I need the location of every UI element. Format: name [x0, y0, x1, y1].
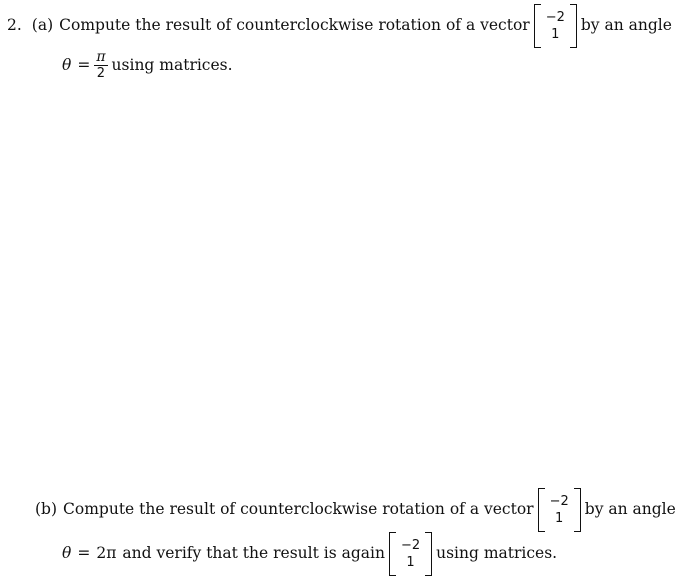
- part-b-vector-again: [389, 532, 432, 576]
- part-a-text-2: by an angle: [580, 16, 672, 35]
- problem-number: 2.: [7, 16, 22, 35]
- right-bracket: [425, 532, 432, 576]
- left-bracket: [538, 488, 545, 532]
- part-a-text-1: Compute the result of counterclockwise rotation of a vector: [59, 16, 530, 35]
- part-b-line-2: [62, 532, 557, 576]
- vector-entry-2: 1: [406, 555, 415, 570]
- left-bracket: [534, 4, 541, 48]
- part-b-equals: =: [77, 544, 91, 563]
- vector-entry-1: −2: [549, 494, 569, 509]
- part-a-label: (a): [31, 16, 54, 35]
- part-a-line-1: [7, 4, 672, 48]
- part-b-label: (b): [35, 500, 58, 519]
- part-b-angle: 2π: [96, 544, 117, 563]
- part-b-vector: [538, 488, 581, 532]
- vector-entries: [396, 532, 425, 576]
- right-bracket: [574, 488, 581, 532]
- part-a-theta: θ: [62, 56, 72, 75]
- vector-entry-1: −2: [545, 10, 565, 25]
- part-a-text-3: using matrices.: [111, 56, 233, 75]
- fraction-numerator: π: [96, 49, 106, 65]
- fraction-denominator: 2: [96, 66, 106, 81]
- part-b-text-1: Compute the result of counterclockwise rotation of a vector: [63, 500, 534, 519]
- part-a-angle-fraction: [94, 50, 107, 82]
- vector-entry-1: −2: [400, 538, 421, 553]
- part-b-text-3: and verify that the result is again: [122, 544, 385, 563]
- part-b-theta: θ: [62, 544, 72, 563]
- vector-entry-2: 1: [551, 27, 560, 42]
- vector-entry-2: 1: [555, 511, 564, 526]
- part-a-line-2: [62, 49, 233, 83]
- right-bracket: [570, 4, 577, 48]
- part-a-vector: [534, 4, 577, 48]
- vector-entries: [545, 488, 574, 532]
- part-a-equals: =: [77, 56, 91, 75]
- part-b-text-4: using matrices.: [436, 544, 558, 563]
- part-b-text-2: by an angle: [584, 500, 676, 519]
- vector-entries: [541, 4, 570, 48]
- left-bracket: [389, 532, 396, 576]
- part-b-line-1: [35, 488, 676, 532]
